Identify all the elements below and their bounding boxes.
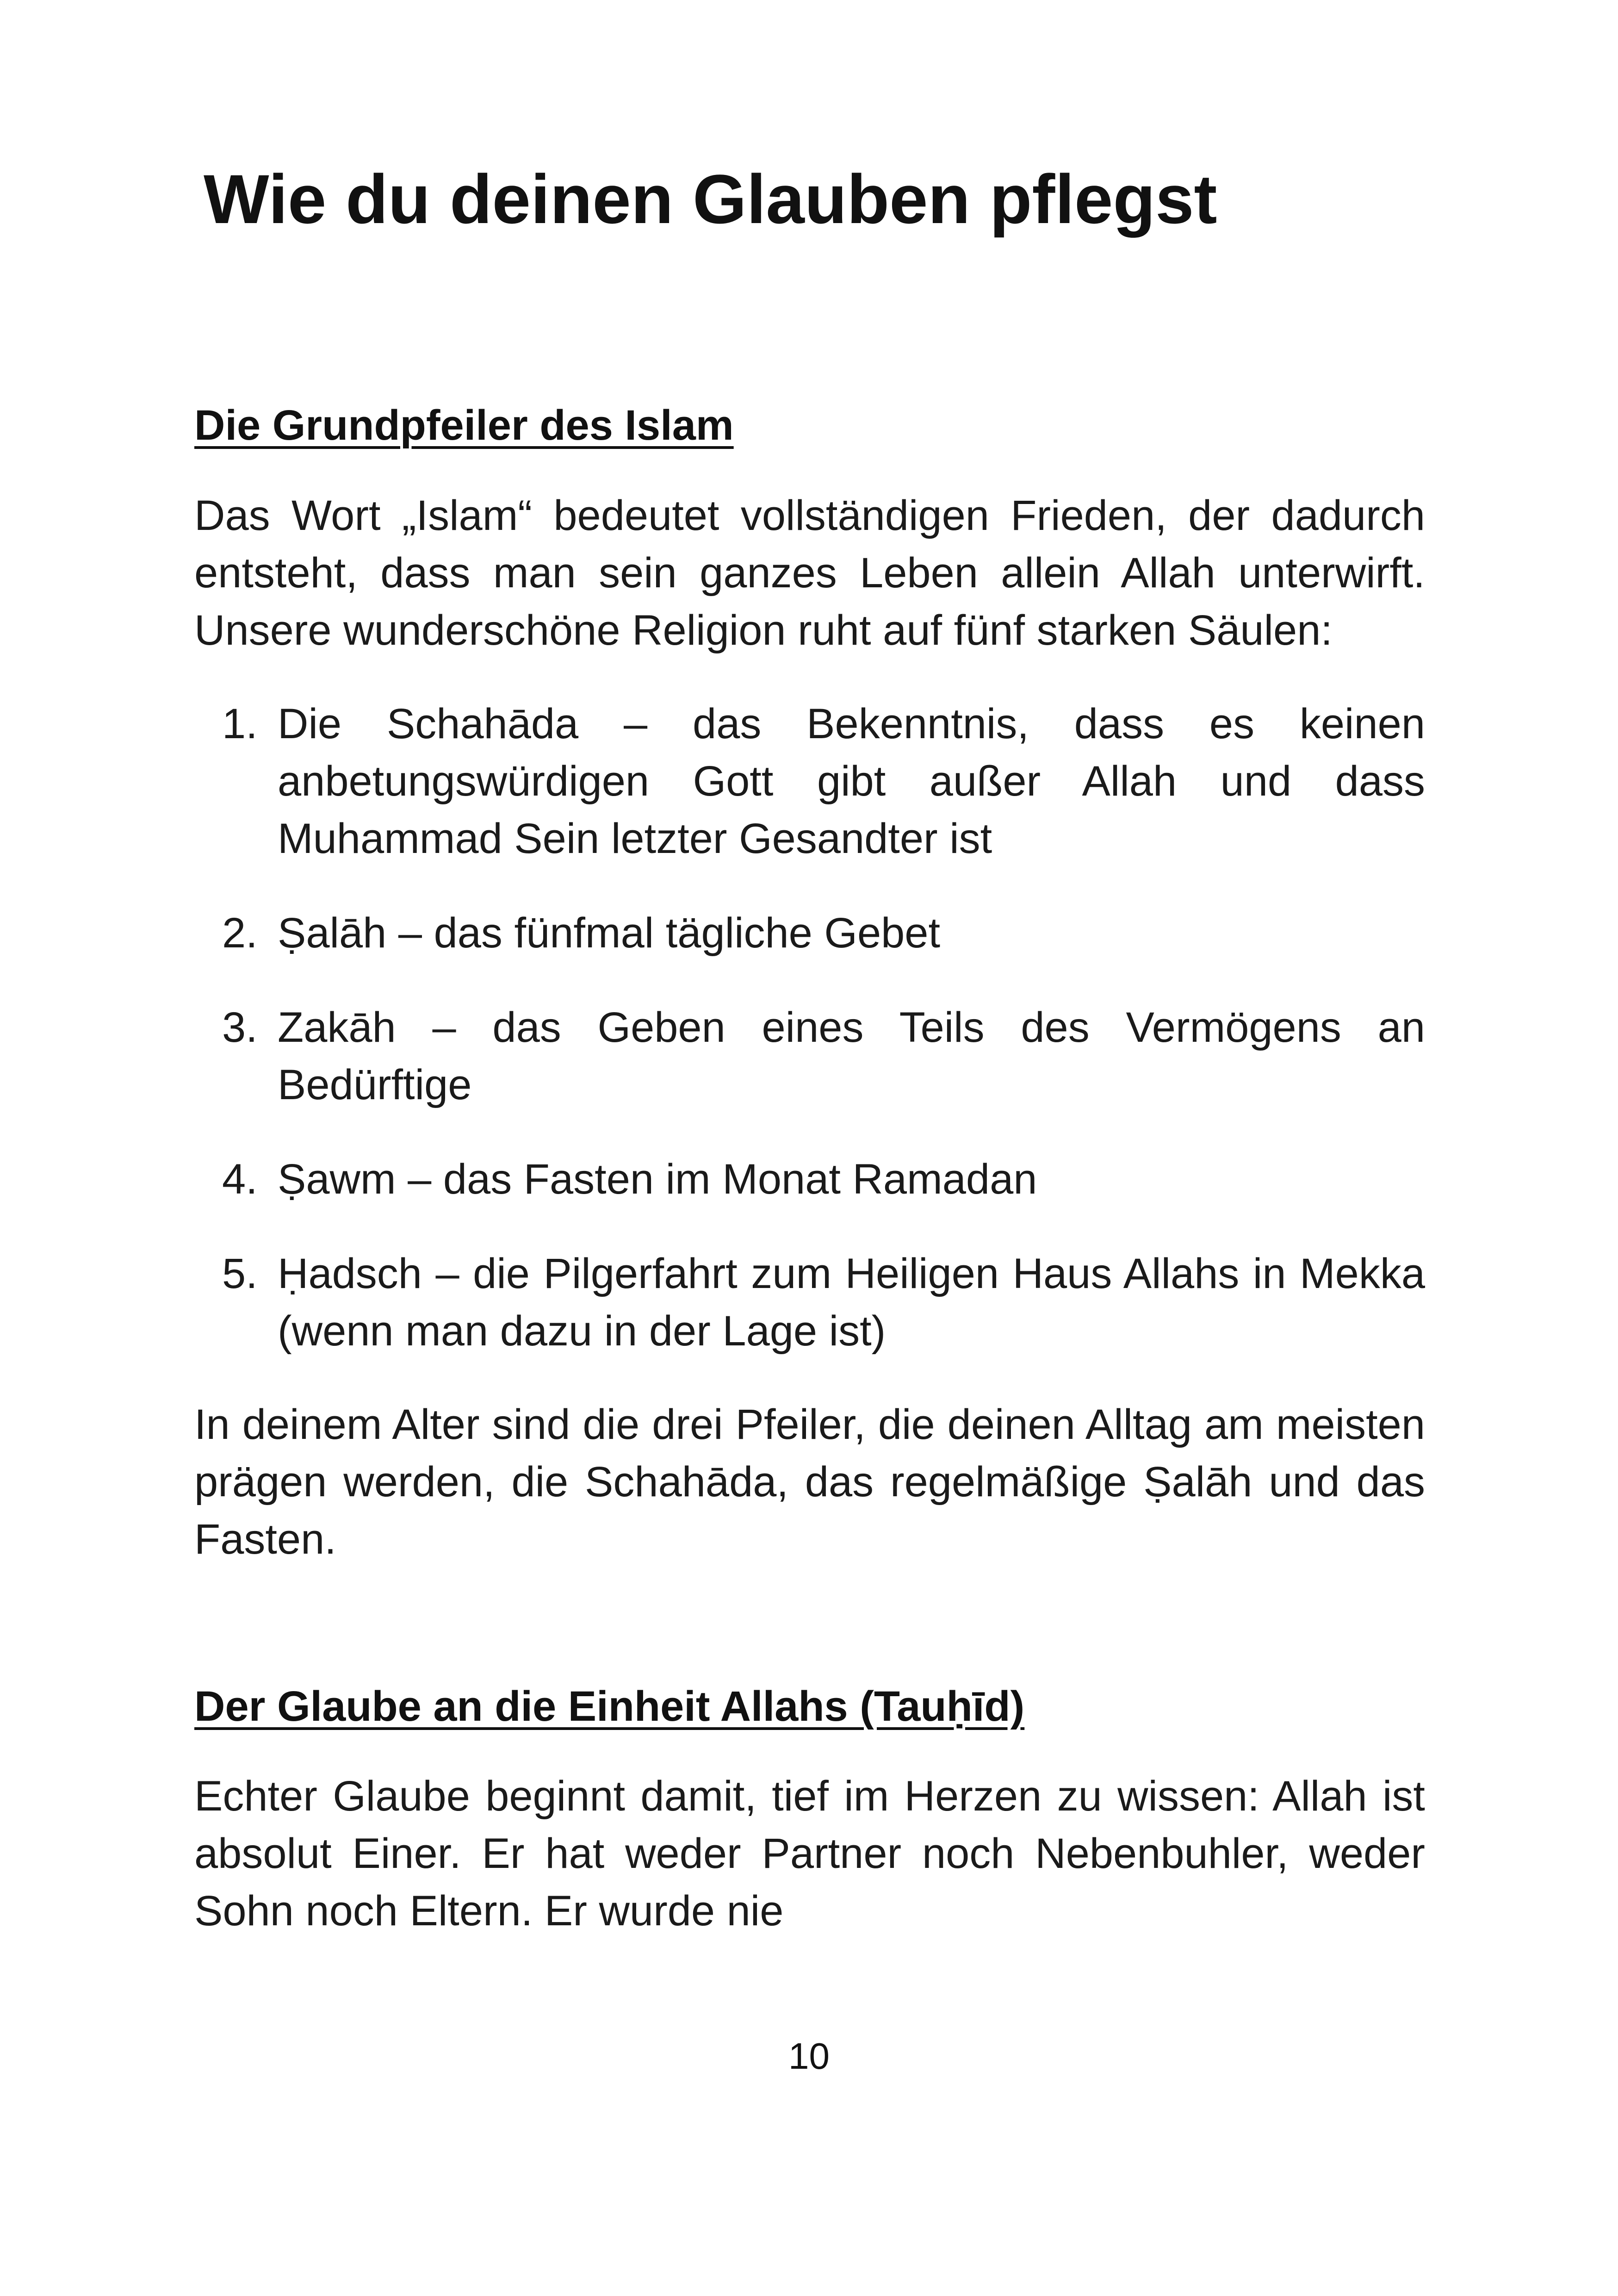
list-number: 5. (222, 1250, 258, 1297)
list-item-text: Ṣalāh – das fünfmal tägliche Gebet (278, 909, 941, 957)
page-number: 10 (788, 2035, 830, 2077)
list-number: 4. (222, 1155, 258, 1203)
list-item (194, 1245, 1425, 1360)
list-item (194, 999, 1425, 1114)
list-item-text: Ḥadsch – die Pilgerfahrt zum Heiligen Haus Allahs in Mekka (wenn man dazu in der Lage ist) (278, 1250, 1425, 1355)
list-item (194, 695, 1425, 867)
closing-paragraph: In deinem Alter sind die drei Pfeiler, die deinen Alltag am meisten prägen werden, die Schahāda, das regelmäßige Ṣalāh und das Fasten. (194, 1400, 1425, 1563)
page-content (194, 398, 1425, 1940)
list-item-text: Die Schahāda – das Bekenntnis, dass es keinen anbetungswürdigen Gott gibt außer Allah und dass Muhammad Sein letzter Gesandter ist (278, 700, 1425, 862)
list-number: 2. (222, 909, 258, 957)
list-number: 1. (222, 700, 258, 747)
list-item-text: Zakāh – das Geben eines Teils des Vermögens an Bedürftige (278, 1003, 1425, 1108)
section-heading-tauhid: Der Glaube an die Einheit Allahs (Tauḥīd) (194, 1682, 1025, 1730)
intro-paragraph: Das Wort „Islam“ bedeutet vollständigen Frieden, der dadurch entsteht, dass man sein ganzes Leben allein Allah unterwirft. Unsere wunderschöne Religion ruht auf fünf starken Säulen: (194, 492, 1425, 654)
list-item-text: Ṣawm – das Fasten im Monat Ramadan (278, 1155, 1037, 1203)
tauhid-paragraph: Echter Glaube beginnt damit, tief im Herzen zu wissen: Allah ist absolut Einer. Er hat weder Partner noch Nebenbuhler, weder Sohn noch Eltern. Er wurde nie (194, 1773, 1425, 1935)
page-title: Wie du deinen Glauben pflegst (204, 160, 1217, 238)
list-number: 3. (222, 1003, 258, 1051)
list-item (194, 1151, 1425, 1208)
section-heading-grundpfeiler: Die Grundpfeiler des Islam (194, 402, 734, 449)
pillars-list (194, 695, 1425, 1360)
list-item (194, 904, 1425, 962)
